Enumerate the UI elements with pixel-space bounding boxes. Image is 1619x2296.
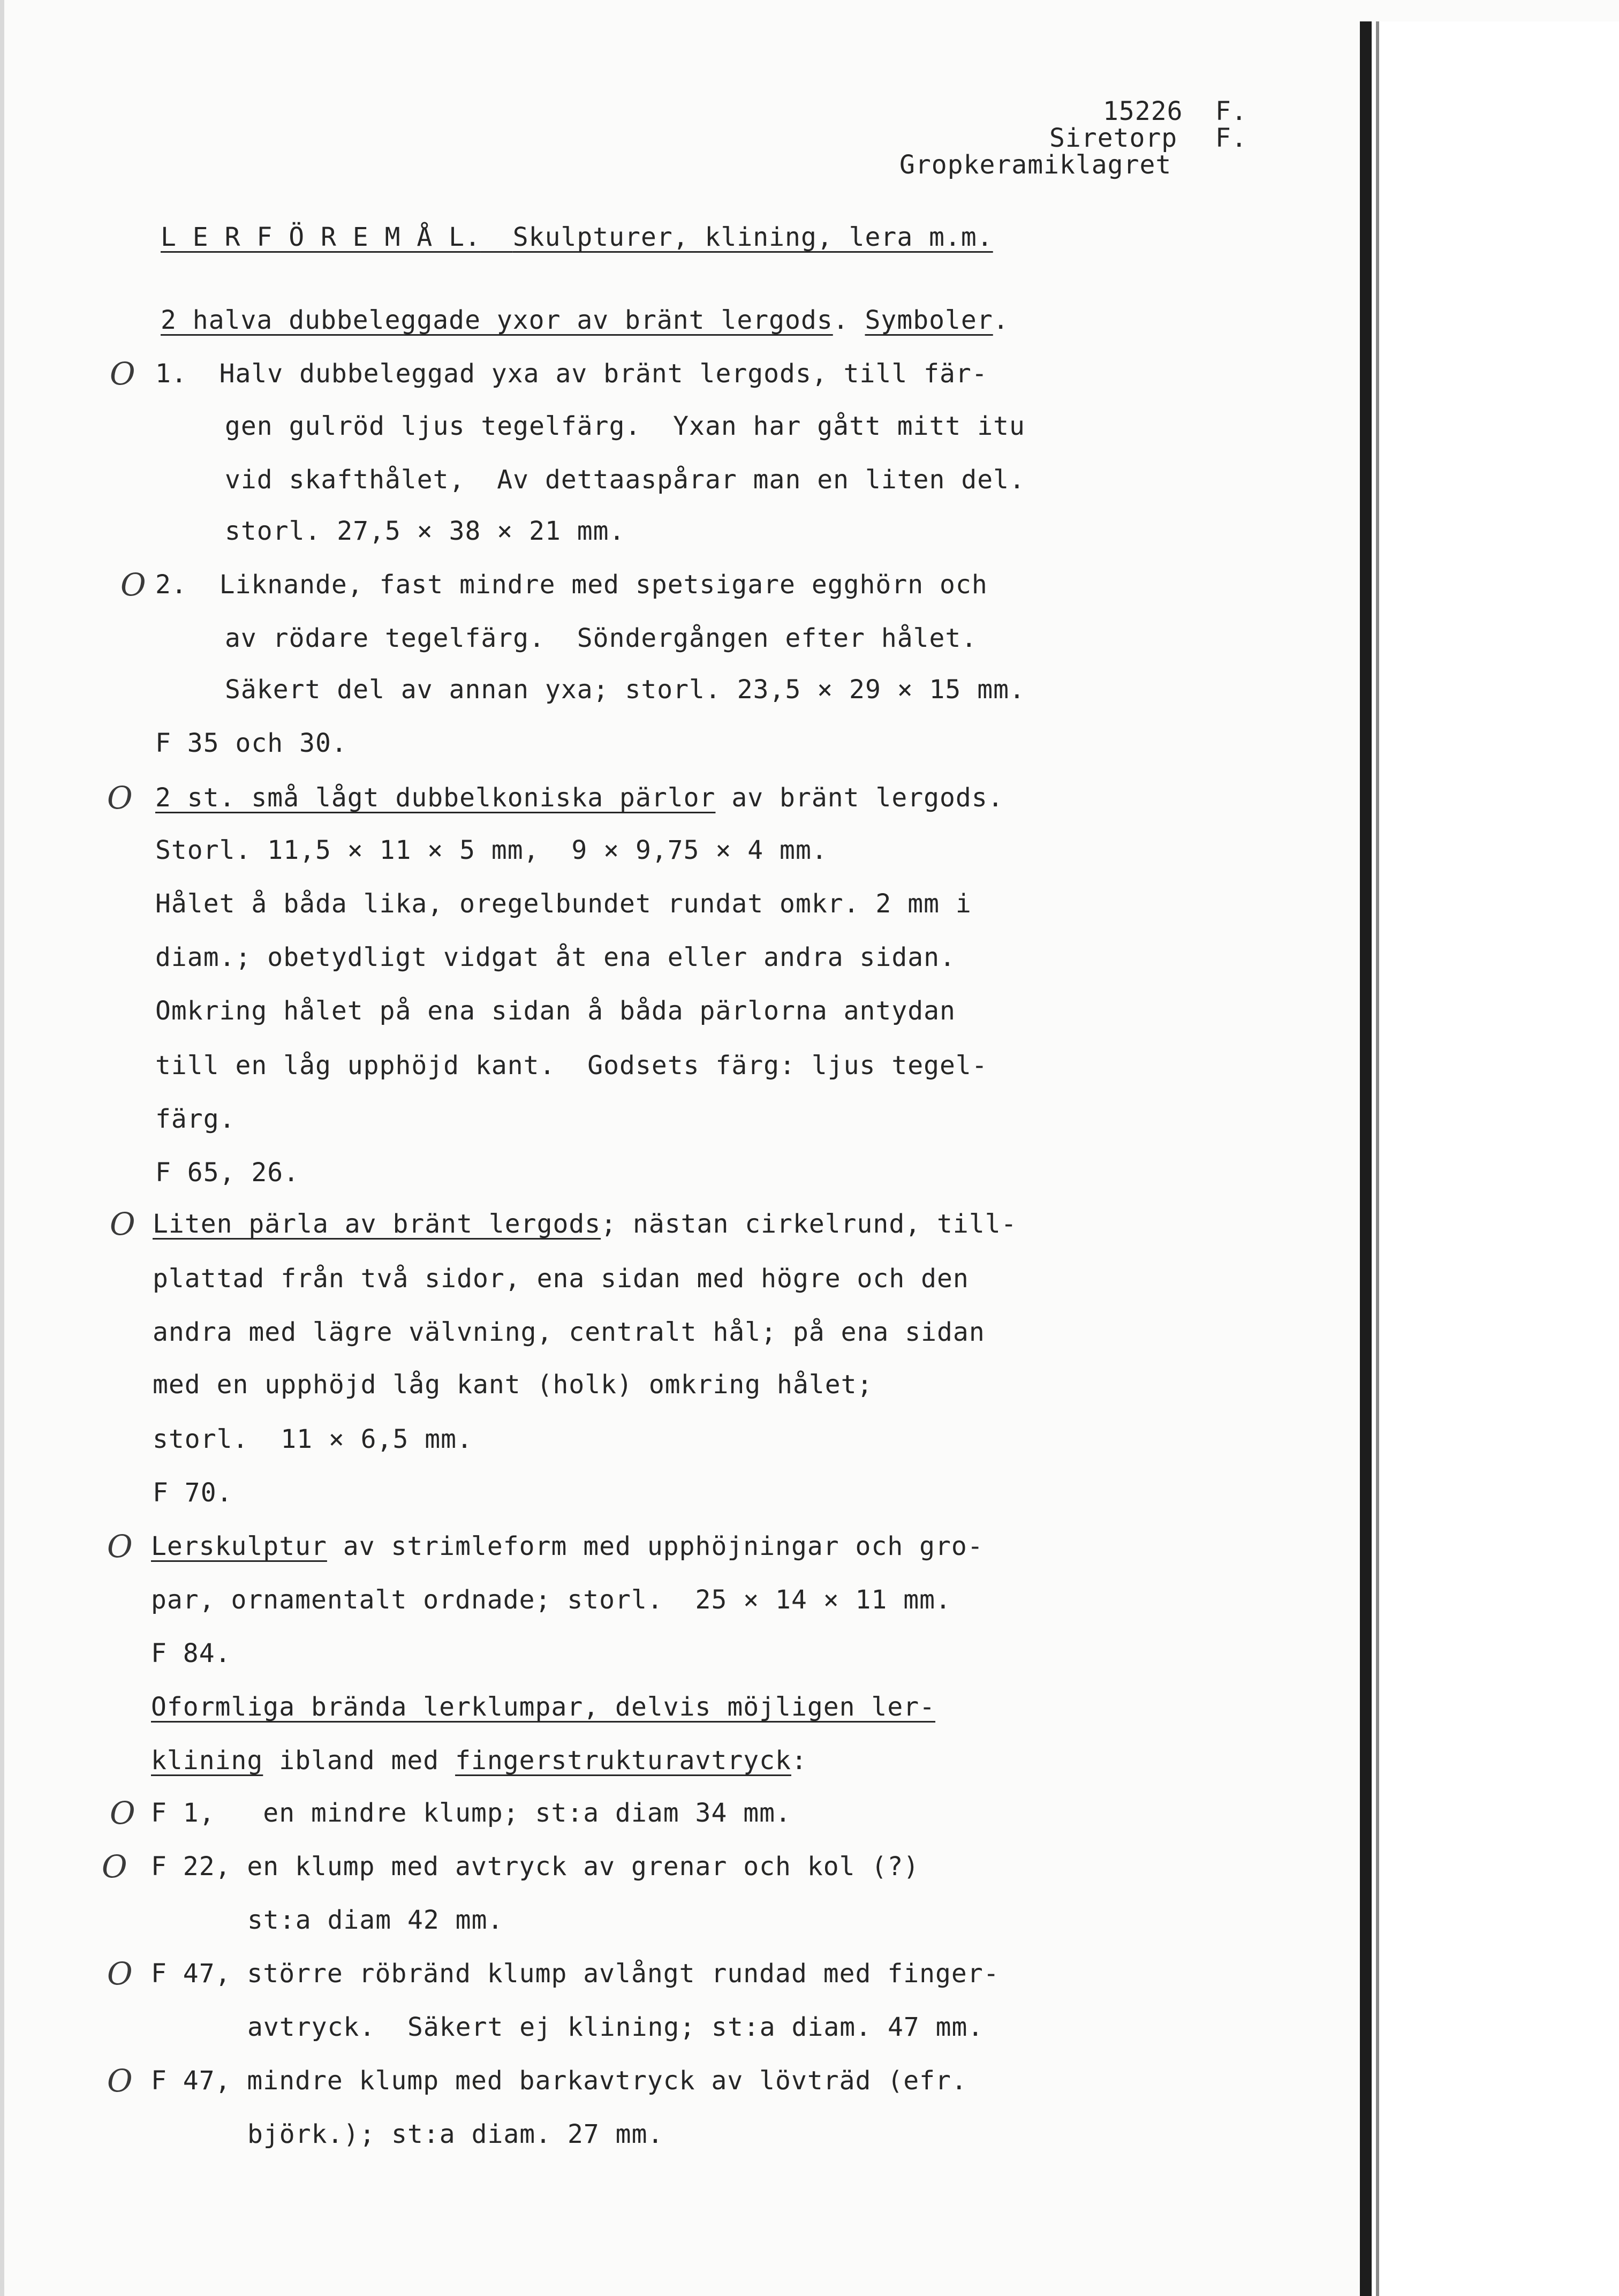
item1-line-4: storl. 27,5 × 38 × 21 mm. (225, 516, 625, 546)
section4-handwritten-mark: O (107, 1528, 133, 1565)
section2-handwritten-mark: O (107, 780, 133, 816)
layer-name: Gropkeramiklagret (899, 150, 1172, 180)
item2-line-3: Säkert del av annan yxa; storl. 23,5 × 29 × 15 mm. (225, 675, 1025, 705)
section5-heading-end: : (791, 1746, 807, 1776)
section2-line-2: Hålet å båda lika, oregelbundet rundat omkr. 2 mm i (155, 889, 972, 919)
section3-line-2: andra med lägre välvning, centralt hål; på ena sidan (153, 1317, 985, 1347)
section5-heading-klining: klining (151, 1746, 263, 1776)
entry3-line-2: avtryck. Säkert ej klining; st:a diam. 47 mm. (247, 2012, 984, 2042)
entry4-handwritten-mark: O (107, 2063, 133, 2099)
section1-heading (161, 305, 1009, 335)
entry2-line-2: st:a diam 42 mm. (247, 1905, 504, 1935)
section2-line-5: till en låg upphöjd kant. Godsets färg: ljus tegel- (155, 1051, 988, 1081)
section2-heading-rest: av bränt lergods. (715, 783, 1004, 813)
section4-heading-rest: av strimleform med upphöjningar och gro- (327, 1531, 983, 1561)
site-name: Siretorp (1049, 123, 1178, 153)
section3-handwritten-mark: O (110, 1206, 135, 1242)
section3-reference: F 70. (153, 1478, 233, 1508)
section4-reference: F 84. (151, 1638, 231, 1668)
catalogue-number: 15226 (1103, 96, 1183, 126)
section3-line-1: plattad från två sidor, ena sidan med högre och den (153, 1264, 969, 1294)
page-left-edge (0, 0, 4, 2296)
section2-reference: F 65, 26. (155, 1158, 300, 1188)
binding-edge-shadow (1376, 21, 1379, 2296)
f-mark-1: F. (1215, 96, 1247, 126)
entry3-handwritten-mark: O (107, 1955, 133, 1992)
title-spaced: L E R F Ö R E M Å L. (161, 222, 481, 252)
section1-heading-end: . (993, 305, 1009, 335)
section2-line-1: Storl. 11,5 × 11 × 5 mm, 9 × 9,75 × 4 mm. (155, 835, 828, 865)
section2-heading (155, 783, 1004, 813)
section5-heading-line-1: Oformliga brända lerklumpar, delvis möjligen ler- (151, 1692, 936, 1722)
entry4-line-1: F 47, mindre klump med barkavtryck av lövträd (efr. (151, 2066, 967, 2096)
title-rest: Skulpturer, klining, lera m.m. (512, 222, 993, 252)
section2-line-6: färg. (155, 1104, 236, 1134)
section1-heading-sep: . (833, 305, 865, 335)
section3-line-3: med en upphöjd låg kant (holk) omkring hålet; (153, 1370, 873, 1400)
entry1-handwritten-mark: O (110, 1795, 135, 1831)
item2-handwritten-mark: O (120, 567, 146, 603)
section3-heading-rest: ; nästan cirkelrund, till- (601, 1209, 1017, 1239)
f-mark-2: F. (1215, 123, 1247, 153)
item1-line-3: vid skafthålet, Av dettaaspårar man en liten del. (225, 465, 1025, 495)
binding-edge (1360, 21, 1372, 2296)
item1-handwritten-mark: O (110, 356, 135, 392)
section5-heading-line-2 (151, 1746, 807, 1776)
section5-heading-mid: ibland med (263, 1746, 456, 1776)
entry3-line-1: F 47, större röbränd klump avlångt rundad med finger- (151, 1959, 1000, 1989)
section4-heading-text: Lerskulptur (151, 1531, 327, 1561)
item2-line-1: 2. Liknande, fast mindre med spetsigare egghörn och (155, 570, 988, 600)
section4-heading (151, 1531, 983, 1561)
item2-line-2: av rödare tegelfärg. Söndergången efter hålet. (225, 623, 978, 653)
section2-line-3: diam.; obetydligt vidgat åt ena eller andra sidan. (155, 942, 956, 972)
item1-line-2: gen gulröd ljus tegelfärg. Yxan har gått mitt itu (225, 411, 1025, 441)
section4-line-1: par, ornamentalt ordnade; storl. 25 × 14 × 11 mm. (151, 1585, 951, 1615)
page-title (161, 222, 993, 252)
section3-line-4: storl. 11 × 6,5 mm. (153, 1424, 473, 1454)
section1-heading-text: 2 halva dubbeleggade yxor av bränt lergods (161, 305, 833, 335)
section3-heading-text: Liten pärla av bränt lergods (153, 1209, 601, 1239)
section1-heading-symbol: Symboler (865, 305, 993, 335)
section2-line-4: Omkring hålet på ena sidan å båda pärlorna antydan (155, 996, 956, 1026)
section5-heading-fingerprint: fingerstrukturavtryck (455, 1746, 791, 1776)
section3-heading (153, 1209, 1017, 1239)
entry4-line-2: björk.); st:a diam. 27 mm. (247, 2119, 664, 2149)
binding-area (1360, 21, 1619, 2296)
section2-heading-text: 2 st. små lågt dubbelkoniska pärlor (155, 783, 716, 813)
item1-line-1: 1. Halv dubbeleggad yxa av bränt lergods, till fär- (155, 359, 988, 389)
section1-reference: F 35 och 30. (155, 728, 347, 758)
entry2-handwritten-mark: O (102, 1848, 127, 1885)
entry2-line-1: F 22, en klump med avtryck av grenar och kol (?) (151, 1852, 920, 1882)
entry1-line-1: F 1, en mindre klump; st:a diam 34 mm. (151, 1798, 791, 1828)
